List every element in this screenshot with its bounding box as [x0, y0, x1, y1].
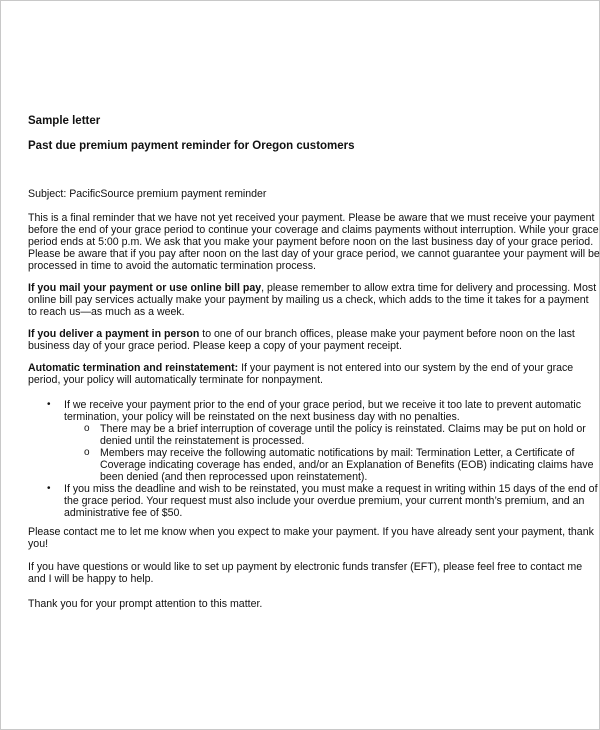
bullet-item — [64, 399, 581, 423]
bullet-marker: • — [47, 399, 51, 410]
text-line: period, your policy will automatically terminate for nonpayment. — [28, 374, 323, 386]
text-line — [28, 282, 596, 294]
text-span: , please remember to allow extra time for delivery and processing. Most — [261, 282, 597, 294]
text-line: the grace period. Your request must also include your overdue premium, your current month’s premium, and an — [64, 495, 585, 507]
subject-text: Subject: PacificSource premium payment reminder — [28, 188, 267, 200]
paragraph-final-reminder — [28, 212, 600, 272]
paragraph-thanks — [28, 598, 262, 610]
paragraph-mail-payment — [28, 282, 596, 318]
paragraph-questions — [28, 561, 582, 585]
paragraph-contact — [28, 526, 594, 550]
text-line: been denied (and then reprocessed upon reinstatement). — [100, 471, 368, 483]
text-line: administrative fee of $50. — [64, 507, 183, 519]
text-line: termination, your policy will be reinstated on the next business day with no penalties. — [64, 411, 460, 423]
heading: Sample letter — [28, 115, 101, 127]
subject-line — [28, 188, 266, 200]
text-line: online bill pay services actually make your payment by mailing us a check, which adds to the time it takes for a payment — [28, 294, 589, 306]
text-line: Please contact me to let me know when you expect to make your payment. If you have already sent your payment, thank — [28, 526, 594, 538]
lead-text: If you deliver a payment in person — [28, 328, 200, 340]
sub-bullet-item — [100, 447, 594, 483]
text-line — [28, 362, 573, 374]
sub-bullet-marker: o — [84, 423, 90, 434]
text-line: and I will be happy to help. — [28, 573, 154, 585]
text-line: If you have questions or would like to set up payment by electronic funds transfer (EFT), please feel free to contact me — [28, 561, 583, 573]
text-line: before the end of your grace period to continue your coverage and claims payments without interruption. While your grace — [28, 224, 599, 236]
bullet-item — [64, 483, 598, 519]
text-line: you! — [28, 538, 49, 550]
sub-bullet-marker: o — [84, 447, 90, 458]
text-line: Members may receive the following automatic notifications by mail: Termination Letter, a Certificate of — [100, 447, 575, 459]
paragraph-termination — [28, 362, 573, 386]
text-span: If your payment is not entered into our system by the end of your grace — [238, 362, 574, 374]
text-line: There may be a brief interruption of coverage until the policy is reinstated. Claims may be put on hold or — [100, 423, 586, 435]
bullet-marker: • — [47, 483, 51, 494]
paragraph-in-person — [28, 328, 575, 352]
text-line: to reach us—as much as a week. — [28, 306, 185, 318]
text-line: If we receive your payment prior to the end of your grace period, but we receive it too late to prevent automatic — [64, 399, 582, 411]
sub-bullet-item — [100, 423, 586, 447]
text-line: Coverage indicating coverage has ended, and/or an Explanation of Benefits (EOB) indicating claims have — [100, 459, 594, 471]
text-line: Thank you for your prompt attention to this matter. — [28, 598, 263, 610]
text-line: If you miss the deadline and wish to be reinstated, you must make a request in writing within 15 days of the end of — [64, 483, 598, 495]
text-line — [28, 328, 575, 340]
text-line: denied until the reinstatement is processed. — [100, 435, 305, 447]
text-span: to one of our branch offices, please make your payment before noon on the last — [199, 328, 575, 340]
lead-text: Automatic termination and reinstatement: — [28, 362, 239, 374]
text-line: Please be aware that if you pay after noon on the last day of your grace period, we cannot guarantee your payment will be — [28, 248, 600, 260]
lead-text: If you mail your payment or use online bill pay — [28, 282, 262, 294]
letter-title: Past due premium payment reminder for Oregon customers — [28, 140, 355, 152]
text-line: period ends at 5:00 p.m. We ask that you make your payment before noon on the last business day of your grace period. — [28, 236, 594, 248]
text-line: This is a final reminder that we have not yet received your payment. Please be aware that we must receive your payment — [28, 212, 595, 224]
text-line: business day of your grace period. Please keep a copy of your payment receipt. — [28, 340, 402, 352]
text-line: processed in time to avoid the automatic termination process. — [28, 260, 316, 272]
